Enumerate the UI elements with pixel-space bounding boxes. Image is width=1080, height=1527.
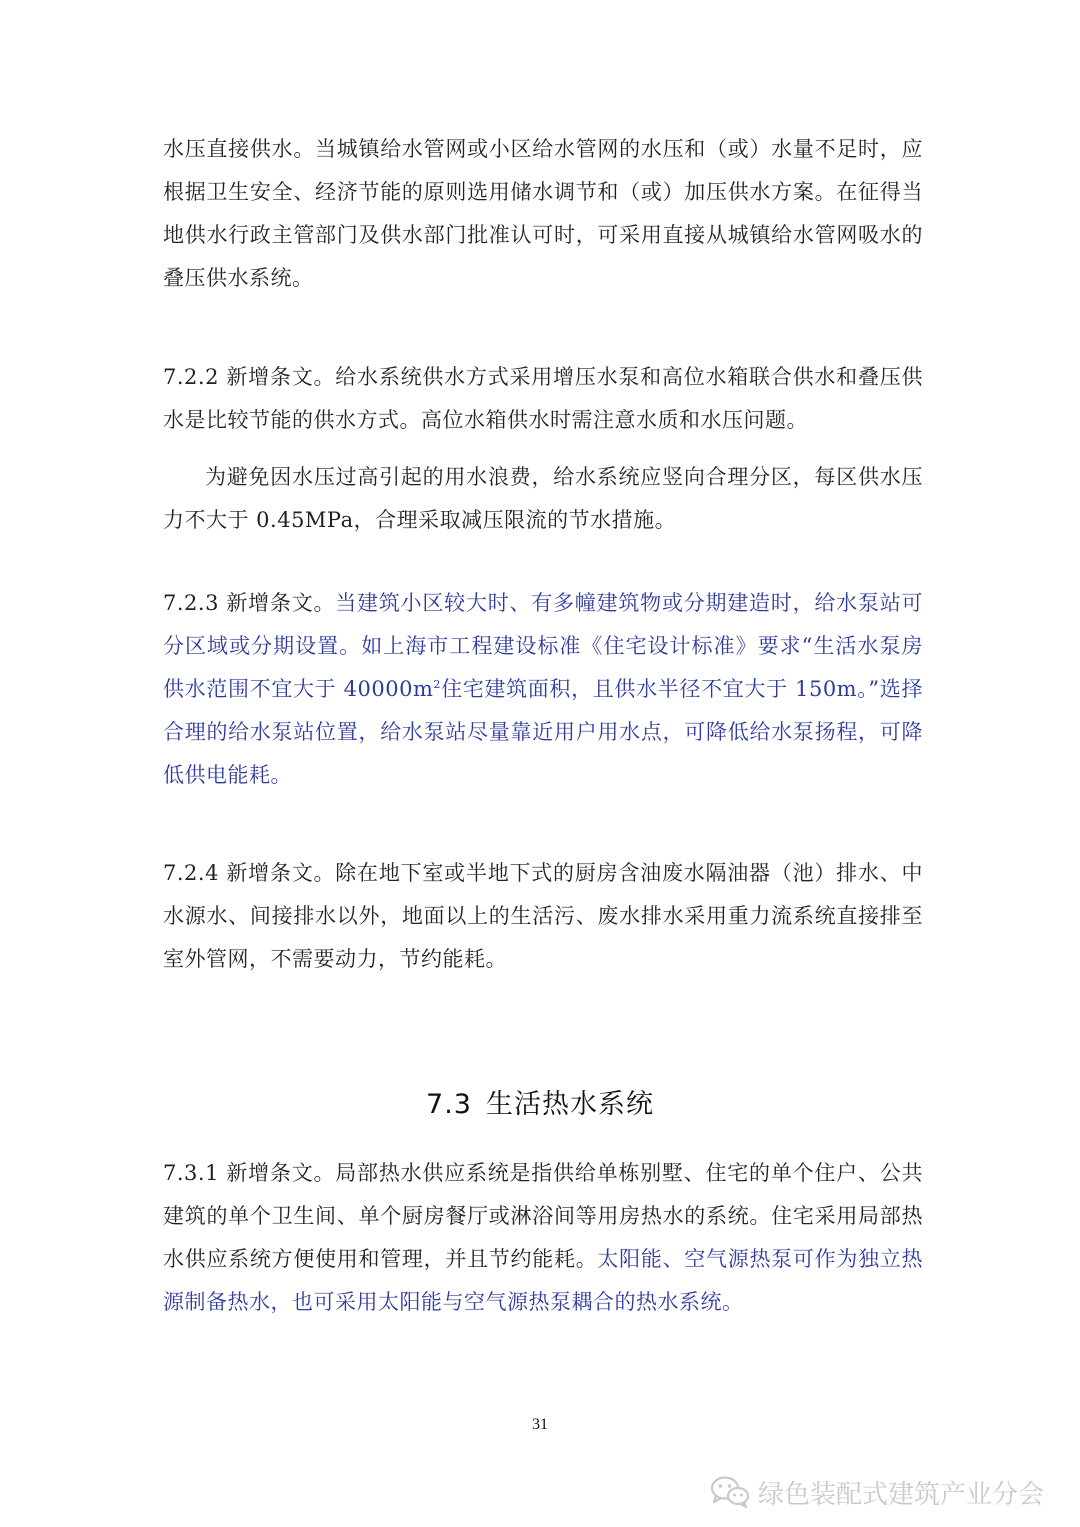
clause-label: 7.2.2 新增条文。 <box>163 365 336 389</box>
clause-7-2-3 <box>163 582 923 797</box>
clause-7-3-1 <box>163 1152 923 1324</box>
watermark-text: 绿色装配式建筑产业分会 <box>757 1479 1044 1510</box>
clause-7-2-4 <box>163 852 923 981</box>
paragraph-text: 为避免因水压过高引起的用水浪费，给水系统应竖向合理分区，每区供水压力不大于 0.45MPa，合理采取减压限流的节水措施。 <box>163 465 923 532</box>
wechat-icon <box>710 1475 750 1509</box>
clause-text: 给水系统供水方式采用增压水泵和高位水箱联合供水和叠压供水是比较节能的供水方式。高位水箱供水时需注意水质和水压问题。 <box>163 365 924 432</box>
section-title: 生活热水系统 <box>485 1089 654 1120</box>
page-number: 31 <box>532 1416 548 1433</box>
clause-text-highlighted: 太阳能、空气源热泵可作为独立热源制备热水，也可采用太阳能与空气源热泵耦合的热水系统。 <box>163 1247 924 1314</box>
clause-7-2-2 <box>163 356 923 442</box>
superscript-exponent: 2 <box>433 678 441 691</box>
clause-label: 7.2.3 新增条文。 <box>163 591 336 615</box>
clause-text-part-b: 住宅建筑面积，且供水半径不宜大于 150m。”选择合理的给水泵站位置，给水泵站尽量靠近用户用水点，可降低给水泵扬程，可降低供电能耗。 <box>163 677 923 787</box>
section-number: 7.3 <box>426 1089 472 1120</box>
watermark <box>710 1470 1044 1514</box>
clause-text-highlighted <box>163 591 923 787</box>
clause-label: 7.3.1 新增条文。 <box>163 1161 336 1185</box>
paragraph-text: 水压直接供水。当城镇给水管网或小区给水管网的水压和（或）水量不足时，应根据卫生安全、经济节能的原则选用储水调节和（或）加压供水方案。在征得当地供水行政主管部门及供水部门批准认可时，可采用直接从城镇给水管网吸水的叠压供水系统。 <box>163 137 923 290</box>
clause-text: 局部热水供应系统是指供给单栋别墅、住宅的单个住户、公共建筑的单个卫生间、单个厨房餐厅或淋浴间等用房热水的系统。住宅采用局部热水供应系统方便使用和管理，并且节约能耗。 <box>163 1161 924 1271</box>
section-heading <box>0 1082 1080 1121</box>
paragraph-pressure-zoning <box>163 456 923 542</box>
clause-label: 7.2.4 新增条文。 <box>163 861 336 885</box>
paragraph-water-supply-continued <box>163 128 923 300</box>
clause-text-part-a: 当建筑小区较大时、有多幢建筑物或分期建造时，给水泵站可分区域或分期设置。如上海市工程建设标准《住宅设计标准》要求“生活水泵房供水范围不宜大于 40000m <box>163 591 924 701</box>
clause-text: 除在地下室或半地下式的厨房含油废水隔油器（池）排水、中水源水、间接排水以外，地面以上的生活污、废水排水采用重力流系统直接排至室外管网，不需要动力，节约能耗。 <box>163 861 924 971</box>
